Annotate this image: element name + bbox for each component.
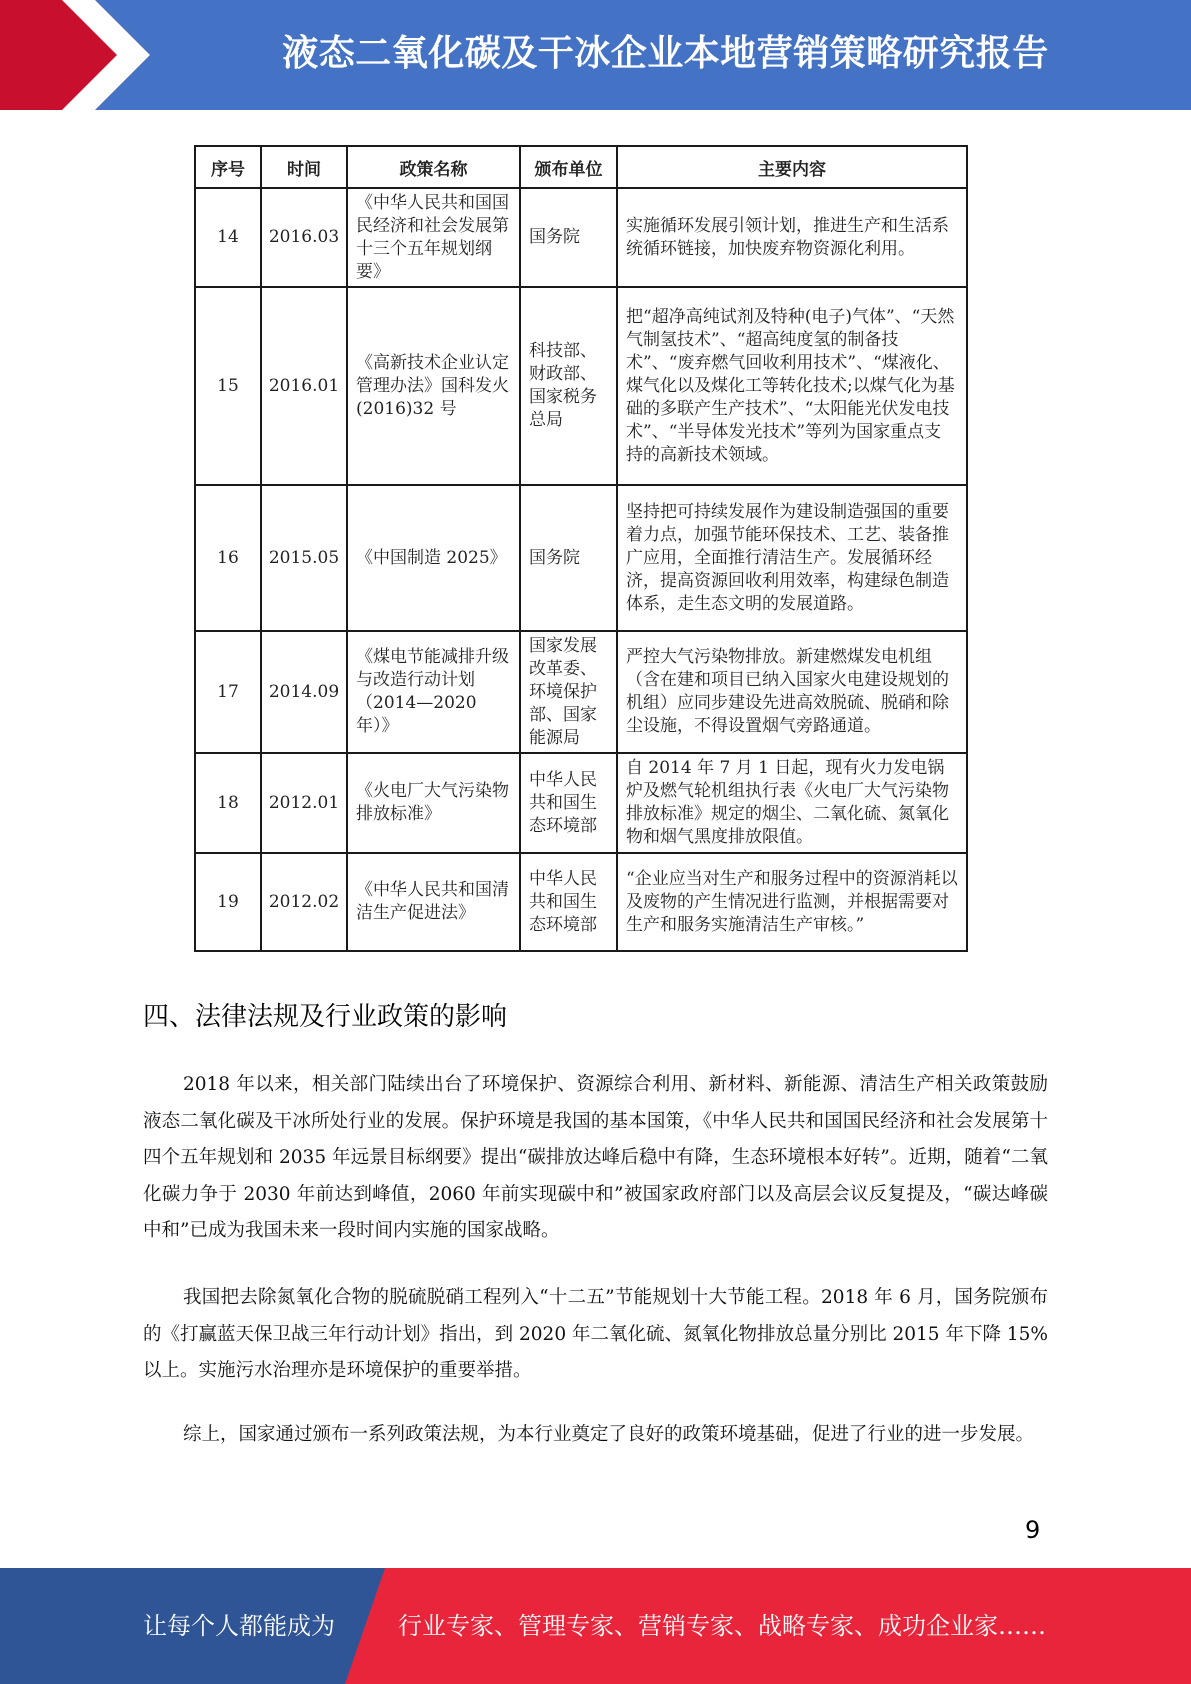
row-content: 严控大气污染物排放。新建燃煤发电机组（含在建和项目已纳入国家火电建设规划的机组）应同步建设先进高效脱硫、脱硝和除尘设施，不得设置烟气旁路通道。 [617,631,967,753]
row-date: 2016.01 [261,287,347,485]
row-no: 17 [195,631,261,753]
col-header-no: 序号 [195,146,261,188]
row-issuer: 国务院 [520,485,617,631]
row-date: 2012.02 [261,853,347,951]
row-date: 2016.03 [261,188,347,287]
header-chevron-decoration [0,0,150,110]
table-row [195,287,967,485]
footer-slogan-left: 让每个人都能成为 [143,1612,335,1640]
row-issuer: 科技部、财政部、国家税务总局 [520,287,617,485]
row-no: 16 [195,485,261,631]
row-no: 14 [195,188,261,287]
row-issuer: 中华人民共和国生态环境部 [520,853,617,951]
row-no: 19 [195,853,261,951]
row-policy-name: 《中华人民共和国清洁生产促进法》 [347,853,520,951]
table-row [195,485,967,631]
row-policy-name: 《中国制造 2025》 [347,485,520,631]
col-header-content: 主要内容 [617,146,967,188]
row-content: 实施循环发展引领计划，推进生产和生活系统循环链接，加快废弃物资源化利用。 [617,188,967,287]
col-header-date: 时间 [261,146,347,188]
table-header-row [195,146,967,188]
row-date: 2014.09 [261,631,347,753]
row-no: 15 [195,287,261,485]
col-header-issuer: 颁布单位 [520,146,617,188]
header-bar [0,0,1191,110]
report-title: 液态二氧化碳及干冰企业本地营销策略研究报告 [282,33,1049,74]
policy-table [194,145,968,952]
table-row [195,188,967,287]
footer-bar [0,1568,1191,1684]
row-content: 自 2014 年 7 月 1 日起，现有火力发电锅炉及燃气轮机组执行表《火电厂大气污染物排放标准》规定的烟尘、二氧化硫、氮氧化物和烟气黑度排放限值。 [617,753,967,853]
table-row [195,753,967,853]
row-policy-name: 《高新技术企业认定管理办法》国科发火(2016)32 号 [347,287,520,485]
row-content: 把“超净高纯试剂及特种(电子)气体”、“天然气制氢技术”、“超高纯度氢的制备技术”、“废弃燃气回收利用技术”、“煤液化、煤气化以及煤化工等转化技术;以煤气化为基础的多联产生产技术”、“太阳能光伏发电技术”、“半导体发光技术”等列为国家重点支持的高新技术领域。 [617,287,967,485]
body-paragraph: 我国把去除氮氧化合物的脱硫脱硝工程列入“十二五”节能规划十大节能工程。2018 年 6 月，国务院颁布的《打赢蓝天保卫战三年行动计划》指出，到 2020 年二氧化硫、氮氧化物排放总量分别比 2015 年下降 15%以上。实施污水治理亦是环境保护的重要举措。 [143,1287,1048,1381]
body-paragraph: 综上，国家通过颁布一系列政策法规，为本行业奠定了良好的政策环境基础，促进了行业的进一步发展。 [183,1424,1035,1445]
row-content: “企业应当对生产和服务过程中的资源消耗以及废物的产生情况进行监测，并根据需要对生产和服务实施清洁生产审核。” [617,853,967,951]
col-header-name: 政策名称 [347,146,520,188]
row-date: 2015.05 [261,485,347,631]
row-content: 坚持把可持续发展作为建设制造强国的重要着力点，加强节能环保技术、工艺、装备推广应用，全面推行清洁生产。发展循环经济，提高资源回收利用效率，构建绿色制造体系，走生态文明的发展道路。 [617,485,967,631]
row-issuer: 国家发展改革委、环境保护部、国家能源局 [520,631,617,753]
row-policy-name: 《煤电节能减排升级与改造行动计划（2014—2020 年）》 [347,631,520,753]
body-paragraph: 2018 年以来，相关部门陆续出台了环境保护、资源综合利用、新材料、新能源、清洁生产相关政策鼓励液态二氧化碳及干冰所处行业的发展。保护环境是我国的基本国策，《中华人民共和国国民经济和社会发展第十四个五年规划和 2035 年远景目标纲要》提出“碳排放达峰后稳中有降，生态环境根本好转”。近期，随着“二氧化碳力争于 2030 年前达到峰值，2060 年前实现碳中和”被国家政府部门以及高层会议反复提及，“碳达峰碳中和”已成为我国未来一段时间内实施的国家战略。 [143,1074,1048,1241]
row-policy-name: 《火电厂大气污染物排放标准》 [347,753,520,853]
row-issuer: 中华人民共和国生态环境部 [520,753,617,853]
row-no: 18 [195,753,261,853]
table-row [195,631,967,753]
row-policy-name: 《中华人民共和国国民经济和社会发展第十三个五年规划纲要》 [347,188,520,287]
table-row [195,853,967,951]
section-heading: 四、法律法规及行业政策的影响 [143,1002,508,1032]
page-number: 9 [1025,1516,1041,1544]
row-date: 2012.01 [261,753,347,853]
footer-slogan-right: 行业专家、管理专家、营销专家、战略专家、成功企业家…… [398,1612,1046,1640]
row-issuer: 国务院 [520,188,617,287]
